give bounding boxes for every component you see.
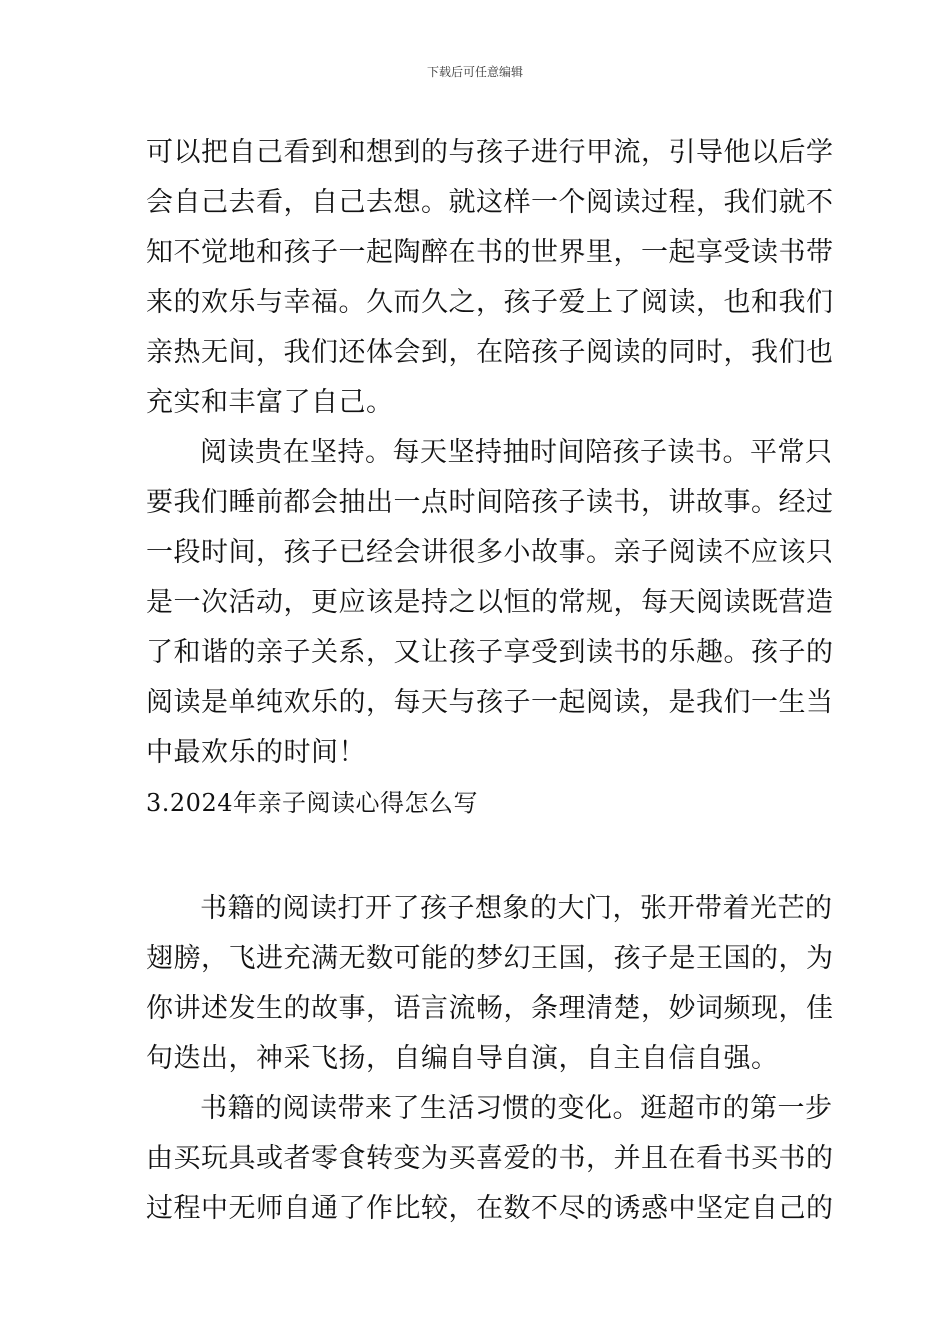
text-line: 由买玩具或者零食转变为买喜爱的书，并且在看书买书的 xyxy=(146,1143,834,1174)
text-line: 书籍的阅读带来了生活习惯的变化。逛超市的第一步 xyxy=(200,1093,833,1124)
text-line: 是一次活动，更应该是持之以恒的常规，每天阅读既营造 xyxy=(146,587,834,618)
text-line: 中最欢乐的时间！ xyxy=(146,737,366,768)
text-line: 书籍的阅读打开了孩子想象的大门，张开带着光芒的 xyxy=(200,893,833,924)
text-line: 会自己去看，自己去想。就这样一个阅读过程，我们就不 xyxy=(146,187,834,218)
text-line: 翅膀，飞进充满无数可能的梦幻王国，孩子是王国的，为 xyxy=(146,943,834,974)
text-line: 你讲述发生的故事，语言流畅，条理清楚，妙词频现，佳 xyxy=(146,993,834,1024)
paragraph-2 xyxy=(146,428,834,778)
paragraph-1 xyxy=(146,128,834,428)
text-line: 要我们睡前都会抽出一点时间陪孩子读书，讲故事。经过 xyxy=(146,487,834,518)
text-line: 可以把自己看到和想到的与孩子进行甲流，引导他以后学 xyxy=(146,137,834,168)
document-body xyxy=(146,128,834,1234)
section-heading: 3.2024年亲子阅读心得怎么写 xyxy=(146,789,478,817)
text-line: 来的欢乐与幸福。久而久之，孩子爱上了阅读，也和我们 xyxy=(146,287,834,318)
text-line: 知不觉地和孩子一起陶醉在书的世界里，一起享受读书带 xyxy=(146,237,834,268)
text-line: 了和谐的亲子关系，又让孩子享受到读书的乐趣。孩子的 xyxy=(146,637,834,668)
text-line: 过程中无师自通了作比较，在数不尽的诱惑中坚定自己的 xyxy=(146,1193,834,1224)
paragraph-3 xyxy=(146,884,834,1084)
text-line: 句迭出，神采飞扬，自编自导自演，自主自信自强。 xyxy=(146,1043,779,1074)
text-line: 充实和丰富了自己。 xyxy=(146,387,394,418)
section-spacer xyxy=(146,828,810,884)
text-line: 阅读贵在坚持。每天坚持抽时间陪孩子读书。平常只 xyxy=(200,437,833,468)
text-line: 一段时间，孩子已经会讲很多小故事。亲子阅读不应该只 xyxy=(146,537,834,568)
page-header: 下载后可任意编辑 xyxy=(426,65,523,79)
text-line: 亲热无间，我们还体会到，在陪孩子阅读的同时，我们也 xyxy=(146,337,834,368)
text-line: 阅读是单纯欢乐的，每天与孩子一起阅读，是我们一生当 xyxy=(146,687,834,718)
paragraph-4 xyxy=(146,1084,834,1234)
